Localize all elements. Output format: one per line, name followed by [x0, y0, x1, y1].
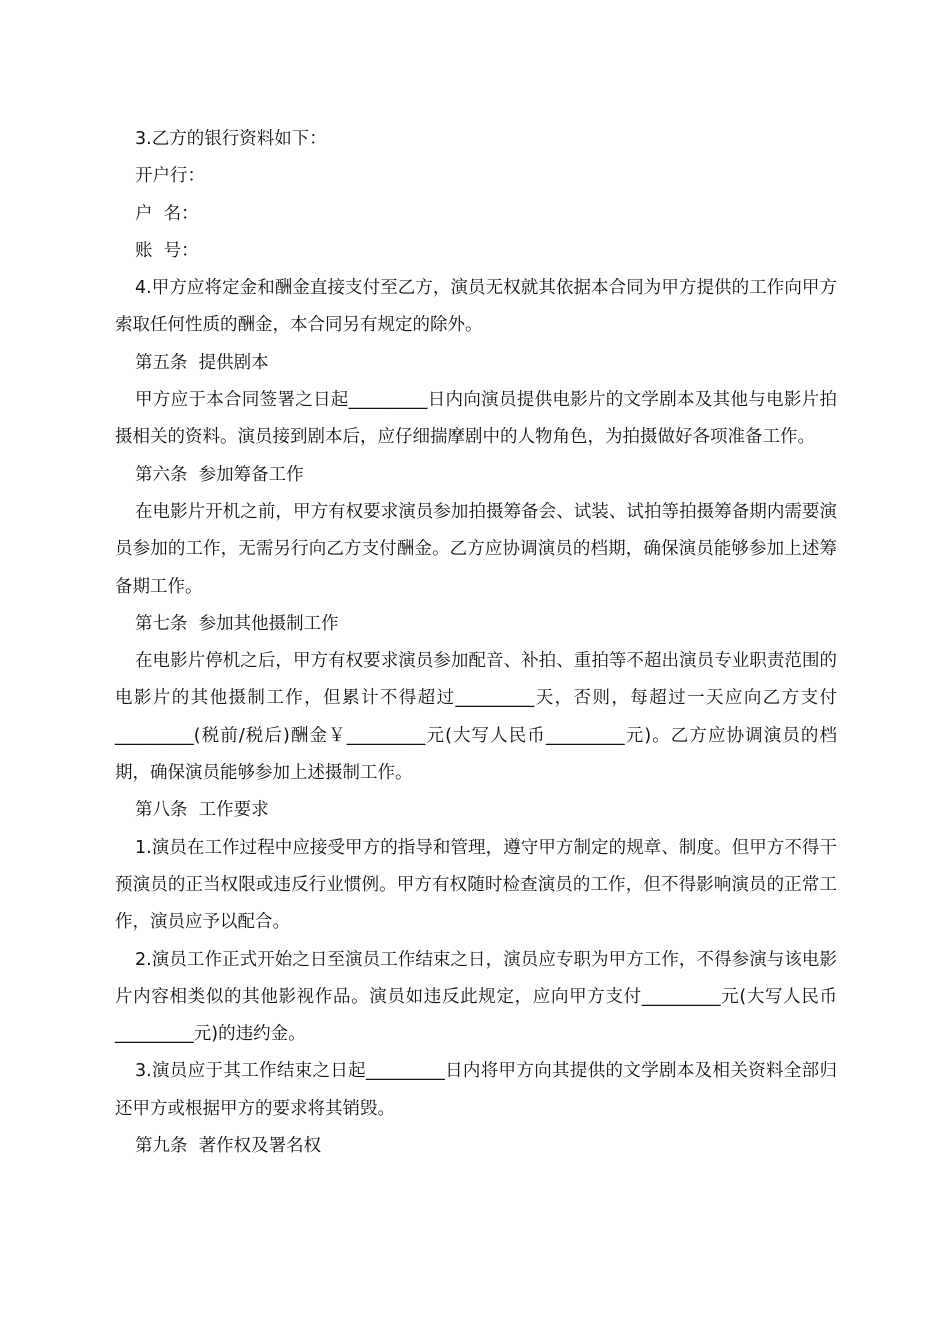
article-9-heading: 第九条 著作权及署名权	[135, 1136, 322, 1157]
article-6-heading: 第六条 参加筹备工作	[135, 464, 304, 485]
account-number-line: 账 号：	[135, 240, 199, 261]
article-5-heading: 第五条 提供剧本	[135, 352, 269, 373]
article-7-paragraph: 在电影片停机之后，甲方有权要求演员参加配音、补拍、重拍等不超出演员专业职责范围的电影片的其他摄制工作，但累计不得超过_________天，否则，每超过一天应向乙方支付_________(税前/税后)酬金￥_________元(大写人民币_________元)。乙方应协调演员的档期，确保演员能够参加上述摄制工作。	[115, 651, 837, 784]
article-6-paragraph: 在电影片开机之前，甲方有权要求演员参加拍摄筹备会、试装、试拍等拍摄筹备期内需要演员参加的工作，无需另行向乙方支付酬金。乙方应协调演员的档期，确保演员能够参加上述筹备期工作。	[115, 501, 837, 597]
article-8-item-1: 1.演员在工作过程中应接受甲方的指导和管理，遵守甲方制定的规章、制度。但甲方不得干预演员的正当权限或违反行业惯例。甲方有权随时检查演员的工作，但不得影响演员的正常工作，演员应予以配合。	[115, 837, 837, 933]
bank-info-intro: 3.乙方的银行资料如下：	[135, 129, 327, 149]
article-5-paragraph: 甲方应于本合同签署之日起_________日内向演员提供电影片的文学剧本及其他与电影片拍摄相关的资料。演员接到剧本后，应仔细揣摩剧中的人物角色，为拍摄做好各项准备工作。	[115, 390, 837, 448]
article-8-heading: 第八条 工作要求	[135, 800, 269, 821]
article-8-item-2: 2.演员工作正式开始之日至演员工作结束之日，演员应专职为甲方工作，不得参演与该电影片内容相类似的其他影视作品。演员如违反此规定，应向甲方支付_________元(大写人民币_________元)的违约金。	[115, 949, 837, 1045]
article-7-heading: 第七条 参加其他摄制工作	[135, 613, 339, 634]
article-8-item-3: 3.演员应于其工作结束之日起_________日内将甲方向其提供的文学剧本及相关资料全部归还甲方或根据甲方的要求将其销毁。	[115, 1061, 837, 1119]
account-holder-line: 户 名：	[135, 203, 199, 224]
clause-4-paragraph: 4.甲方应将定金和酬金直接支付至乙方，演员无权就其依据本合同为甲方提供的工作向甲方索取任何性质的酬金，本合同另有规定的除外。	[115, 278, 837, 336]
document-body	[115, 121, 837, 1165]
bank-name-line: 开户行：	[135, 166, 205, 187]
